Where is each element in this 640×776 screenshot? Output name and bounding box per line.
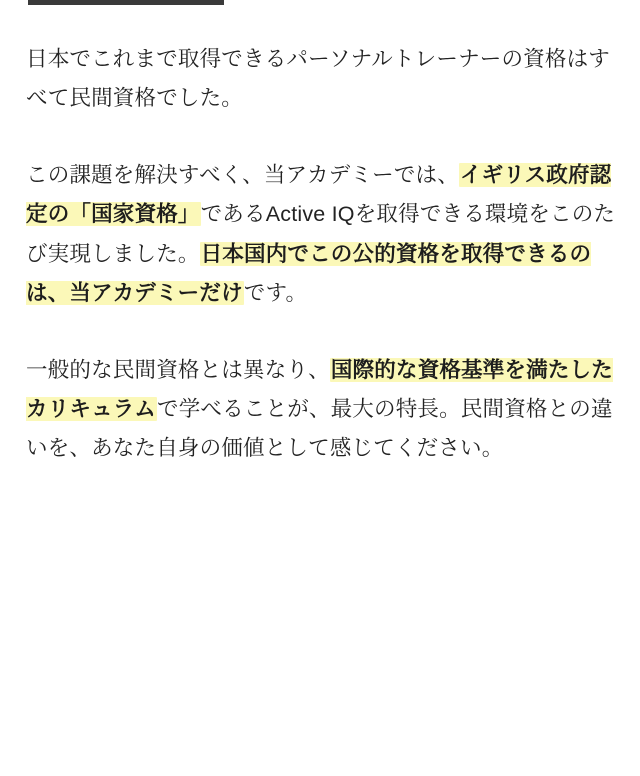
- text-run: この課題を解決すべく、当アカデミーでは、: [26, 163, 459, 188]
- paragraph-3: [26, 351, 618, 468]
- text-run: 一般的な民間資格とは異なり、: [26, 357, 330, 382]
- text-run: で学べることが、最大の特長。民間資格との違いを、あなた自身の価値として感じてください。: [26, 396, 613, 460]
- highlighted-text-run: イギリス政府認定の「国家資格」: [26, 163, 612, 227]
- text-run: であるActive IQを取得できる環境をこのたび実現しました。: [26, 202, 616, 266]
- paragraph-2: [26, 156, 618, 313]
- article-body: [26, 40, 618, 468]
- highlighted-text-run: 国際的な資格基準を満たしたカリキュラム: [26, 357, 613, 421]
- text-run: です。: [243, 280, 308, 305]
- paragraph-1: [26, 40, 618, 118]
- text-run: 日本でこれまで取得できるパーソナルトレーナーの資格はすべて民間資格でした。: [26, 47, 610, 111]
- top-divider-rule: [28, 0, 224, 5]
- highlighted-text-run: 日本国内でこの公的資格を取得できるのは、当アカデミーだけ: [26, 241, 592, 305]
